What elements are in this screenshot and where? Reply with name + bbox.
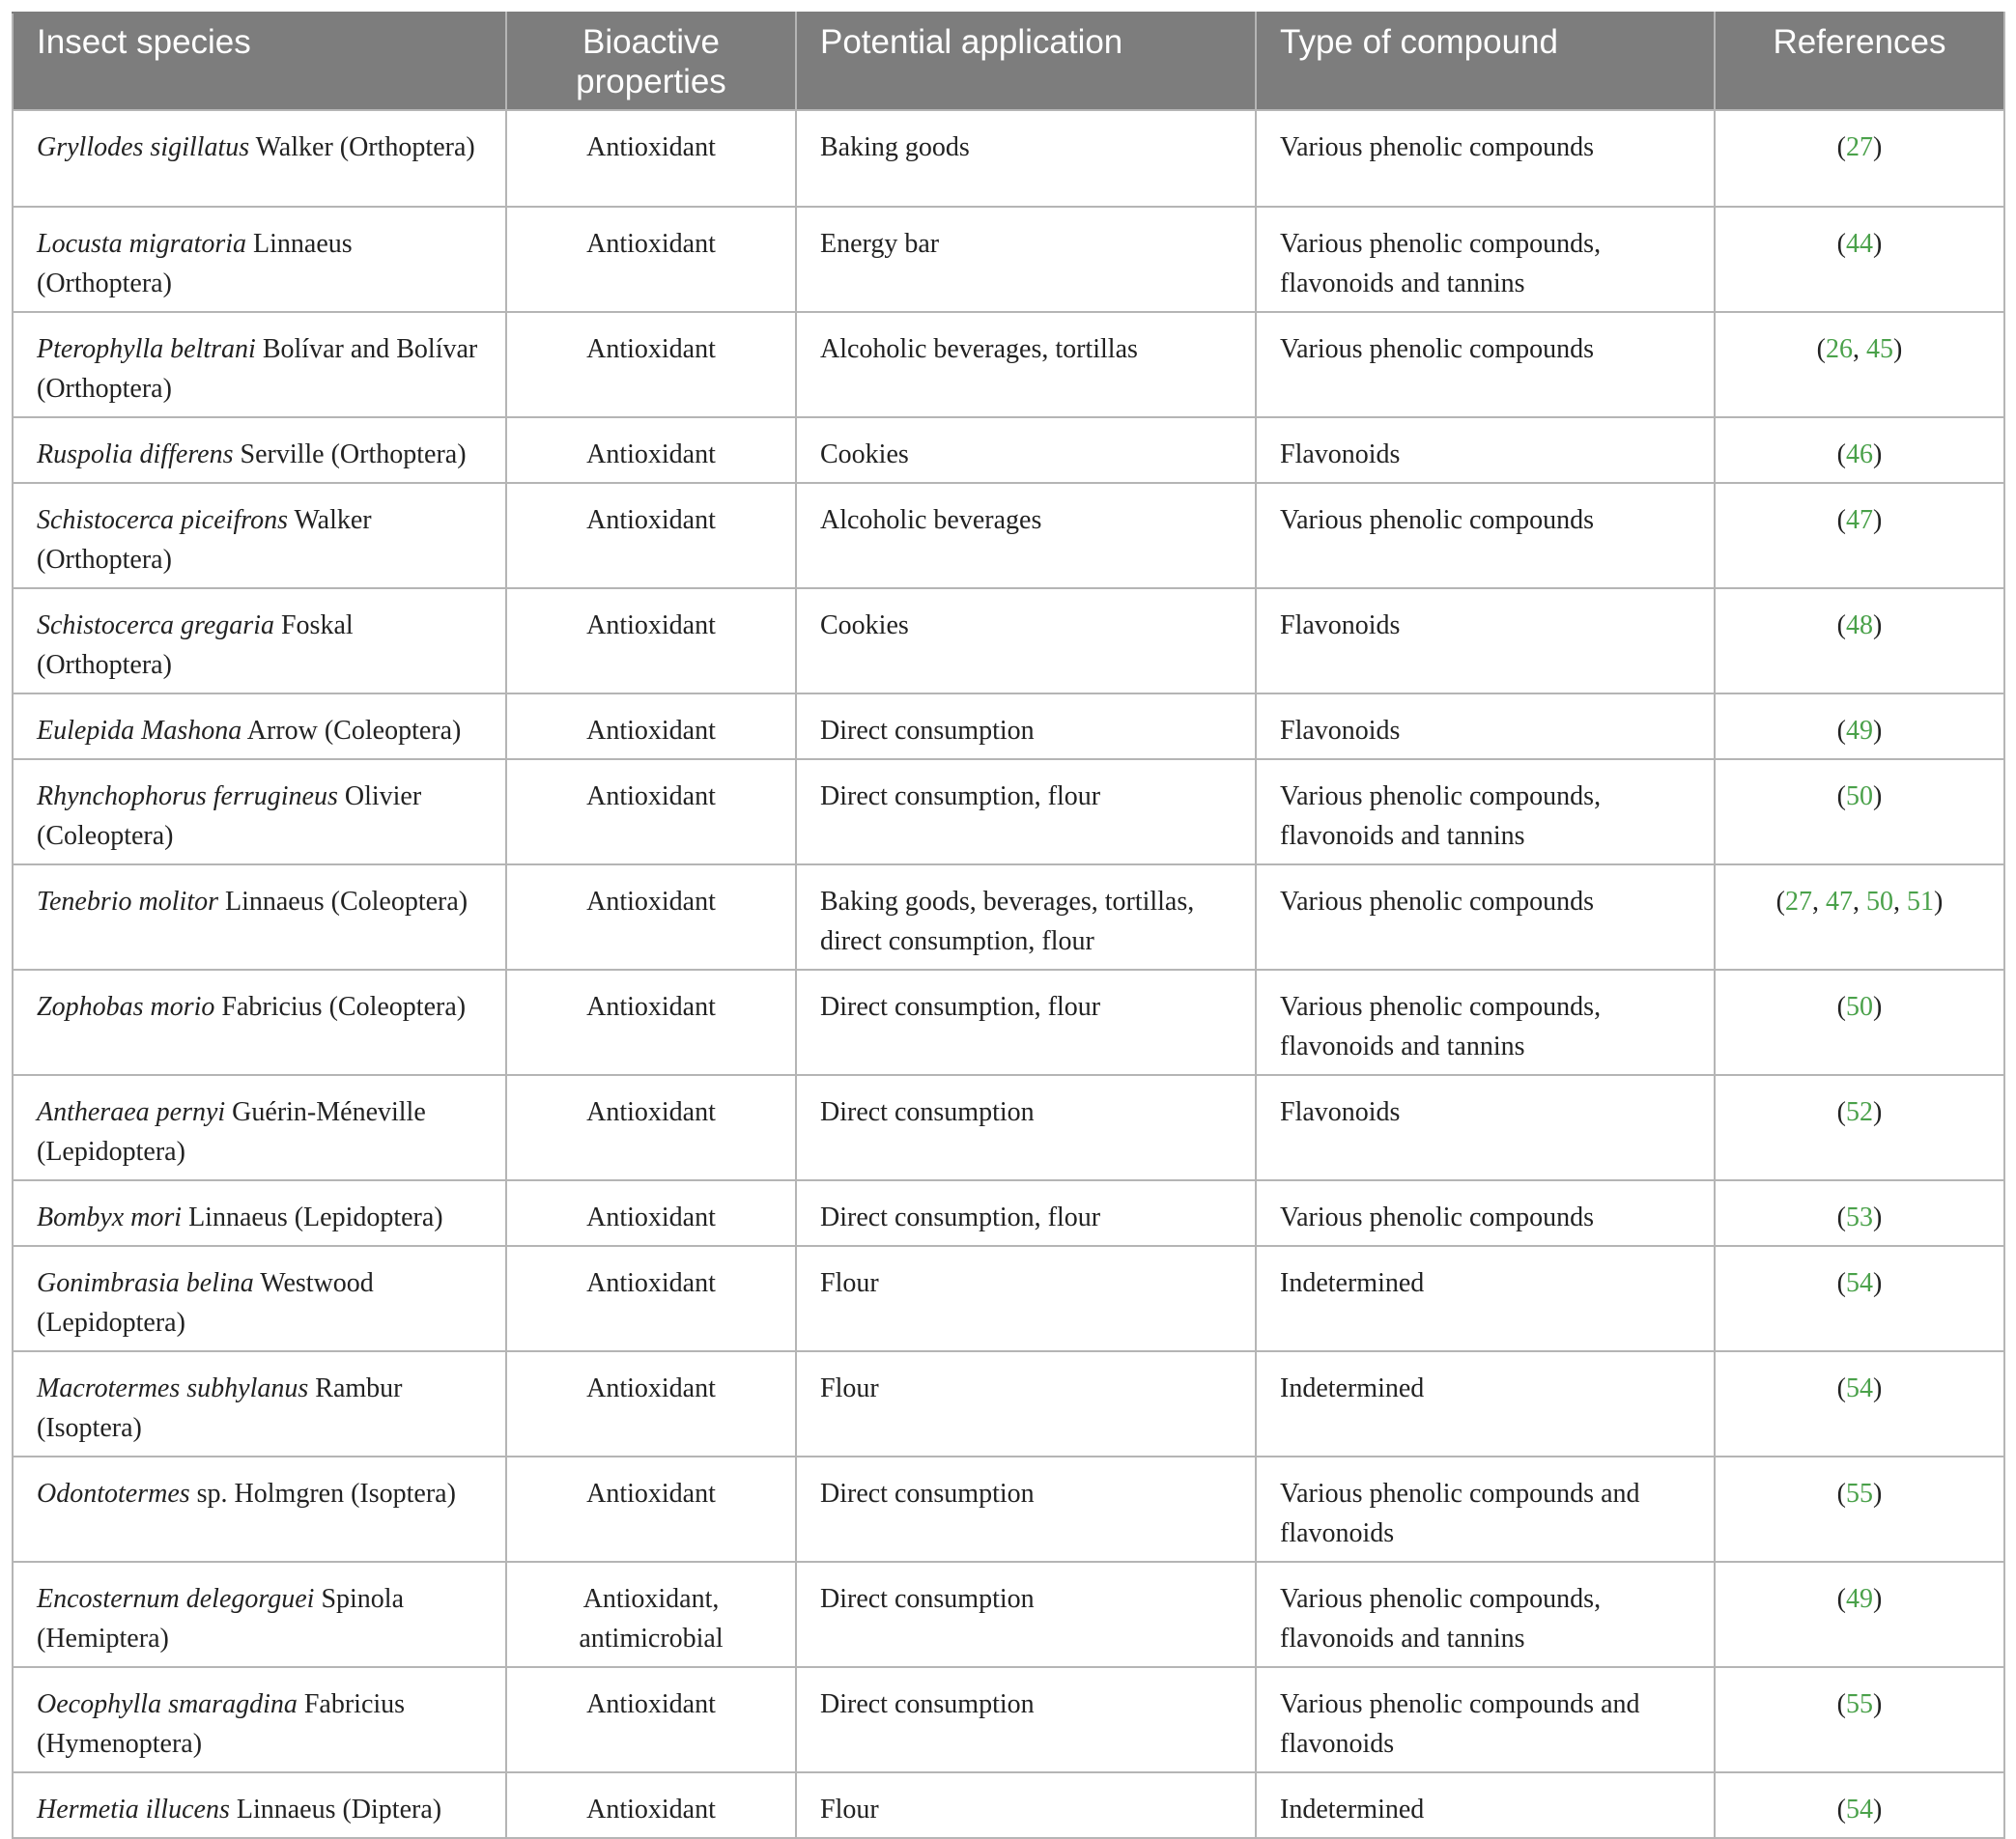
- table-row: [13, 588, 2004, 693]
- reference-link[interactable]: 54: [1846, 1373, 1873, 1403]
- species-name: Pterophylla beltrani: [37, 334, 256, 364]
- reference-link[interactable]: 50: [1866, 887, 1893, 917]
- cell-type-of-compound: Various phenolic compounds, flavonoids and tannins: [1256, 207, 1715, 312]
- reference-link[interactable]: 49: [1846, 1584, 1873, 1614]
- species-name: Encosternum delegorguei: [37, 1584, 315, 1614]
- cell-insect-species: [13, 1246, 506, 1351]
- table-row: [13, 1075, 2004, 1180]
- reference-link[interactable]: 47: [1846, 505, 1873, 535]
- species-name: Oecophylla smaragdina: [37, 1689, 298, 1719]
- species-name: Ruspolia differens: [37, 439, 234, 469]
- cell-references: (55): [1715, 1667, 2004, 1772]
- cell-bioactive-properties: Antioxidant: [506, 1457, 796, 1562]
- cell-insect-species: [13, 1772, 506, 1838]
- reference-link[interactable]: 26: [1826, 334, 1853, 364]
- cell-bioactive-properties: Antioxidant: [506, 110, 796, 207]
- header-insect-species: Insect species: [13, 13, 506, 110]
- cell-type-of-compound: Indetermined: [1256, 1351, 1715, 1457]
- cell-potential-application: Direct consumption: [796, 1562, 1256, 1667]
- header-bioactive-properties: Bioactive properties: [506, 13, 796, 110]
- cell-references: (48): [1715, 588, 2004, 693]
- reference-link[interactable]: 52: [1846, 1097, 1873, 1127]
- cell-bioactive-properties: Antioxidant: [506, 207, 796, 312]
- reference-link[interactable]: 45: [1866, 334, 1893, 364]
- cell-insect-species: [13, 1351, 506, 1457]
- species-authority: Olivier (Coleoptera): [37, 781, 422, 851]
- cell-potential-application: Direct consumption, flour: [796, 970, 1256, 1075]
- reference-link[interactable]: 51: [1907, 887, 1934, 917]
- cell-insect-species: [13, 483, 506, 588]
- species-authority: Walker (Orthoptera): [249, 132, 475, 162]
- table-row: [13, 970, 2004, 1075]
- cell-references: (50): [1715, 970, 2004, 1075]
- reference-link[interactable]: 47: [1826, 887, 1853, 917]
- cell-type-of-compound: Various phenolic compounds: [1256, 110, 1715, 207]
- cell-type-of-compound: Flavonoids: [1256, 588, 1715, 693]
- cell-references: (54): [1715, 1351, 2004, 1457]
- cell-type-of-compound: Various phenolic compounds and flavonoids: [1256, 1457, 1715, 1562]
- cell-type-of-compound: Flavonoids: [1256, 693, 1715, 759]
- species-name: Rhynchophorus ferrugineus: [37, 781, 338, 811]
- cell-bioactive-properties: Antioxidant, antimicrobial: [506, 1562, 796, 1667]
- header-type-of-compound: Type of compound: [1256, 13, 1715, 110]
- cell-potential-application: Baking goods, beverages, tortillas, direct consumption, flour: [796, 864, 1256, 970]
- cell-references: (54): [1715, 1772, 2004, 1838]
- reference-link[interactable]: 49: [1846, 716, 1873, 746]
- reference-link[interactable]: 54: [1846, 1795, 1873, 1825]
- cell-references: (47): [1715, 483, 2004, 588]
- cell-insect-species: [13, 1180, 506, 1246]
- cell-type-of-compound: Various phenolic compounds: [1256, 1180, 1715, 1246]
- species-authority: Foskal (Orthoptera): [37, 610, 354, 680]
- species-name: Eulepida Mashona: [37, 716, 242, 746]
- insect-bioactive-table-container: [12, 12, 2003, 1839]
- table-row: [13, 1457, 2004, 1562]
- species-name: Zophobas morio: [37, 992, 215, 1022]
- cell-potential-application: Direct consumption: [796, 1457, 1256, 1562]
- table-row: [13, 864, 2004, 970]
- table-row: [13, 1180, 2004, 1246]
- table-row: [13, 312, 2004, 417]
- cell-potential-application: Alcoholic beverages: [796, 483, 1256, 588]
- reference-link[interactable]: 27: [1785, 887, 1812, 917]
- species-authority: Westwood (Lepidoptera): [37, 1268, 374, 1338]
- cell-bioactive-properties: Antioxidant: [506, 1075, 796, 1180]
- reference-link[interactable]: 50: [1846, 781, 1873, 811]
- cell-references: (55): [1715, 1457, 2004, 1562]
- species-name: Schistocerca gregaria: [37, 610, 274, 640]
- table-row: [13, 1772, 2004, 1838]
- reference-link[interactable]: 53: [1846, 1202, 1873, 1232]
- species-name: Hermetia illucens: [37, 1795, 230, 1825]
- species-name: Antheraea pernyi: [37, 1097, 226, 1127]
- cell-type-of-compound: Flavonoids: [1256, 1075, 1715, 1180]
- cell-references: (49): [1715, 1562, 2004, 1667]
- species-authority: Spinola (Hemiptera): [37, 1584, 405, 1654]
- cell-insect-species: [13, 312, 506, 417]
- cell-references: (44): [1715, 207, 2004, 312]
- species-authority: Linnaeus (Coleoptera): [218, 887, 469, 917]
- species-authority: Linnaeus (Diptera): [229, 1795, 442, 1825]
- species-authority: Walker (Orthoptera): [37, 505, 372, 575]
- cell-bioactive-properties: Antioxidant: [506, 1180, 796, 1246]
- species-authority: Serville (Orthoptera): [233, 439, 467, 469]
- cell-bioactive-properties: Antioxidant: [506, 970, 796, 1075]
- insect-bioactive-table: [12, 12, 2005, 1839]
- species-authority: Linnaeus (Lepidoptera): [182, 1202, 443, 1232]
- species-name: Macrotermes subhylanus: [37, 1373, 309, 1403]
- cell-potential-application: Baking goods: [796, 110, 1256, 207]
- cell-insect-species: [13, 417, 506, 483]
- cell-potential-application: Cookies: [796, 588, 1256, 693]
- header-potential-application: Potential application: [796, 13, 1256, 110]
- table-header: [13, 13, 2004, 110]
- cell-potential-application: Cookies: [796, 417, 1256, 483]
- cell-bioactive-properties: Antioxidant: [506, 1246, 796, 1351]
- cell-type-of-compound: Various phenolic compounds, flavonoids and tannins: [1256, 1562, 1715, 1667]
- cell-bioactive-properties: Antioxidant: [506, 1351, 796, 1457]
- cell-insect-species: [13, 588, 506, 693]
- header-row: [13, 13, 2004, 110]
- cell-type-of-compound: Indetermined: [1256, 1772, 1715, 1838]
- cell-potential-application: Energy bar: [796, 207, 1256, 312]
- cell-type-of-compound: Various phenolic compounds: [1256, 483, 1715, 588]
- cell-potential-application: Direct consumption: [796, 693, 1256, 759]
- table-row: [13, 207, 2004, 312]
- table-body: [13, 110, 2004, 1838]
- species-authority: sp. Holmgren (Isoptera): [189, 1479, 456, 1509]
- cell-potential-application: Alcoholic beverages, tortillas: [796, 312, 1256, 417]
- cell-potential-application: Direct consumption: [796, 1667, 1256, 1772]
- cell-references: (27, 47, 50, 51): [1715, 864, 2004, 970]
- reference-link[interactable]: 48: [1846, 610, 1873, 640]
- reference-link[interactable]: 44: [1846, 229, 1873, 259]
- species-authority: Guérin-Méneville (Lepidoptera): [37, 1097, 426, 1167]
- cell-potential-application: Direct consumption, flour: [796, 759, 1256, 864]
- cell-bioactive-properties: Antioxidant: [506, 417, 796, 483]
- cell-potential-application: Flour: [796, 1351, 1256, 1457]
- cell-bioactive-properties: Antioxidant: [506, 1772, 796, 1838]
- species-authority: Linnaeus (Orthoptera): [37, 229, 353, 298]
- cell-potential-application: Direct consumption, flour: [796, 1180, 1256, 1246]
- species-name: Odontotermes: [37, 1479, 190, 1509]
- table-row: [13, 1562, 2004, 1667]
- reference-link[interactable]: 46: [1846, 439, 1873, 469]
- species-authority: Arrow (Coleoptera): [241, 716, 462, 746]
- table-row: [13, 483, 2004, 588]
- table-row: [13, 759, 2004, 864]
- cell-bioactive-properties: Antioxidant: [506, 312, 796, 417]
- cell-bioactive-properties: Antioxidant: [506, 1667, 796, 1772]
- cell-references: (27): [1715, 110, 2004, 207]
- species-name: Bombyx mori: [37, 1202, 183, 1232]
- cell-references: (52): [1715, 1075, 2004, 1180]
- reference-link[interactable]: 55: [1846, 1689, 1873, 1719]
- cell-bioactive-properties: Antioxidant: [506, 588, 796, 693]
- cell-references: (53): [1715, 1180, 2004, 1246]
- table-row: [13, 693, 2004, 759]
- cell-references: (49): [1715, 693, 2004, 759]
- species-authority: Fabricius (Hymenoptera): [37, 1689, 406, 1759]
- cell-bioactive-properties: Antioxidant: [506, 759, 796, 864]
- cell-bioactive-properties: Antioxidant: [506, 483, 796, 588]
- cell-insect-species: [13, 207, 506, 312]
- cell-insect-species: [13, 1667, 506, 1772]
- reference-link[interactable]: 55: [1846, 1479, 1873, 1509]
- table-row: [13, 1351, 2004, 1457]
- cell-potential-application: Flour: [796, 1772, 1256, 1838]
- reference-link[interactable]: 54: [1846, 1268, 1873, 1298]
- cell-references: (54): [1715, 1246, 2004, 1351]
- cell-insect-species: [13, 693, 506, 759]
- cell-bioactive-properties: Antioxidant: [506, 693, 796, 759]
- cell-insect-species: [13, 110, 506, 207]
- cell-insect-species: [13, 1457, 506, 1562]
- table-row: [13, 1246, 2004, 1351]
- species-name: Tenebrio molitor: [37, 887, 218, 917]
- reference-link[interactable]: 27: [1846, 132, 1873, 162]
- cell-type-of-compound: Various phenolic compounds: [1256, 864, 1715, 970]
- species-authority: Bolívar and Bolívar (Orthoptera): [37, 334, 478, 404]
- species-authority: Rambur (Isoptera): [37, 1373, 403, 1443]
- species-name: Gryllodes sigillatus: [37, 132, 250, 162]
- table-row: [13, 110, 2004, 207]
- species-name: Gonimbrasia belina: [37, 1268, 254, 1298]
- cell-insect-species: [13, 1562, 506, 1667]
- cell-potential-application: Direct consumption: [796, 1075, 1256, 1180]
- table-row: [13, 417, 2004, 483]
- cell-type-of-compound: Various phenolic compounds: [1256, 312, 1715, 417]
- cell-type-of-compound: Flavonoids: [1256, 417, 1715, 483]
- cell-type-of-compound: Indetermined: [1256, 1246, 1715, 1351]
- cell-insect-species: [13, 759, 506, 864]
- cell-insect-species: [13, 970, 506, 1075]
- cell-type-of-compound: Various phenolic compounds, flavonoids and tannins: [1256, 759, 1715, 864]
- cell-bioactive-properties: Antioxidant: [506, 864, 796, 970]
- cell-references: (26, 45): [1715, 312, 2004, 417]
- species-authority: Fabricius (Coleoptera): [214, 992, 467, 1022]
- species-name: Locusta migratoria: [37, 229, 247, 259]
- cell-potential-application: Flour: [796, 1246, 1256, 1351]
- cell-references: (46): [1715, 417, 2004, 483]
- cell-insect-species: [13, 864, 506, 970]
- cell-references: (50): [1715, 759, 2004, 864]
- reference-link[interactable]: 50: [1846, 992, 1873, 1022]
- cell-type-of-compound: Various phenolic compounds, flavonoids and tannins: [1256, 970, 1715, 1075]
- cell-insect-species: [13, 1075, 506, 1180]
- header-references: References: [1715, 13, 2004, 110]
- table-row: [13, 1667, 2004, 1772]
- cell-type-of-compound: Various phenolic compounds and flavonoids: [1256, 1667, 1715, 1772]
- species-name: Schistocerca piceifrons: [37, 505, 288, 535]
